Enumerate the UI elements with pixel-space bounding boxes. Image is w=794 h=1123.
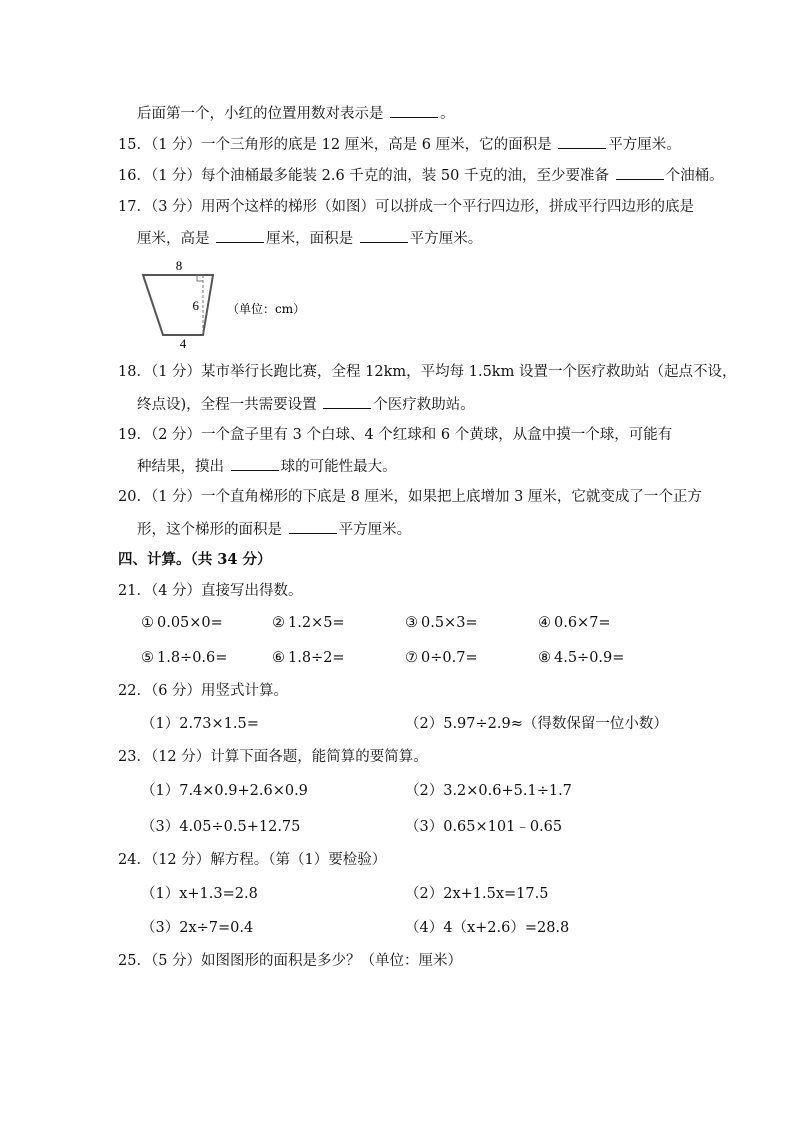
bottom-base-label: 4 <box>179 336 187 348</box>
q23-item-1: （1）7.4×0.9+2.6×0.9 <box>141 783 308 799</box>
question-23: 23．（12 分）计算下面各题，能简算的要简算。 <box>118 749 428 765</box>
answer-blank[interactable] <box>558 134 606 149</box>
q21-item-8: ⑧ 4.5÷0.9= <box>538 650 625 666</box>
q24-item-2: （2）2x+1.5x=17.5 <box>405 886 549 902</box>
answer-blank[interactable] <box>323 394 371 409</box>
q22-item-1: （1）2.73×1.5= <box>141 716 259 732</box>
answer-blank[interactable] <box>216 228 264 243</box>
question-15: 15．（1 分）一个三角形的底是 12 厘米，高是 6 厘米，它的面积是 平方厘米。 <box>118 134 681 155</box>
q21-item-4: ④ 0.6×7= <box>538 615 611 631</box>
question-21: 21．（4 分）直接写出得数。 <box>118 583 303 599</box>
question-17-line1: 17．（3 分）用两个这样的梯形（如图）可以拼成一个平行四边形，拼成平行四边形的底是 <box>118 199 695 215</box>
trapezoid-figure <box>135 258 335 348</box>
question-25: 25．（5 分）如图图形的面积是多少？（单位：厘米） <box>118 953 463 969</box>
question-16: 16．（1 分）每个油桶最多能装 2.6 千克的油，装 50 千克的油，至少要准备 个油桶。 <box>118 165 724 186</box>
section-4-heading: 四、计算。（共 34 分） <box>118 551 272 568</box>
answer-blank[interactable] <box>360 228 408 243</box>
unit-label: （单位：cm） <box>227 302 306 316</box>
q21-item-6: ⑥ 1.8÷2= <box>272 650 345 666</box>
q21-item-5: ⑤ 1.8÷0.6= <box>141 650 228 666</box>
answer-blank[interactable] <box>289 519 337 534</box>
top-base-label: 8 <box>175 258 183 273</box>
answer-blank[interactable] <box>390 103 438 118</box>
q21-item-1: ① 0.05×0= <box>141 615 223 631</box>
q14-continuation: 后面第一个，小红的位置用数对表示是 。 <box>137 103 455 124</box>
q23-item-2: （2）3.2×0.6+5.1÷1.7 <box>405 783 572 799</box>
q23-item-4: （3）0.65×101﹣0.65 <box>405 819 563 835</box>
q21-item-2: ② 1.2×5= <box>272 615 345 631</box>
question-19-line2: 种结果，摸出 球的可能性最大。 <box>137 456 397 477</box>
q24-item-4: （4）4（x+2.6）=28.8 <box>405 920 570 936</box>
question-18-line2: 终点设)，全程一共需要设置 个医疗救助站。 <box>137 394 475 415</box>
q21-item-3: ③ 0.5×3= <box>405 615 478 631</box>
q21-item-7: ⑦ 0÷0.7= <box>405 650 478 666</box>
question-22: 22．（6 分）用竖式计算。 <box>118 683 289 699</box>
question-20-line1: 20．（1 分）一个直角梯形的下底是 8 厘米，如果把上底增加 3 厘米，它就变成了一个正方 <box>118 489 702 505</box>
q23-item-3: （3）4.05÷0.5+12.75 <box>141 819 301 835</box>
answer-blank[interactable] <box>616 165 664 180</box>
q24-item-3: （3）2x÷7=0.4 <box>141 920 254 936</box>
answer-blank[interactable] <box>231 456 279 471</box>
q24-item-1: （1）x+1.3=2.8 <box>141 886 258 902</box>
q22-item-2: （2）5.97÷2.9≈（得数保留一位小数） <box>405 716 668 732</box>
question-17-line2: 厘米，高是 厘米，面积是 平方厘米。 <box>137 228 482 249</box>
question-19-line1: 19．（2 分）一个盒子里有 3 个白球、4 个红球和 6 个黄球，从盒中摸一个球，可能有 <box>118 427 673 443</box>
question-24: 24．（12 分）解方程。（第（1）要检验） <box>118 852 387 868</box>
height-label: 6 <box>192 298 199 313</box>
question-20-line2: 形，这个梯形的面积是 平方厘米。 <box>137 519 411 540</box>
question-18-line1: 18．（1 分）某市举行长跑比赛，全程 12km，平均每 1.5km 设置一个医疗救助站（起点不设， <box>118 364 737 380</box>
